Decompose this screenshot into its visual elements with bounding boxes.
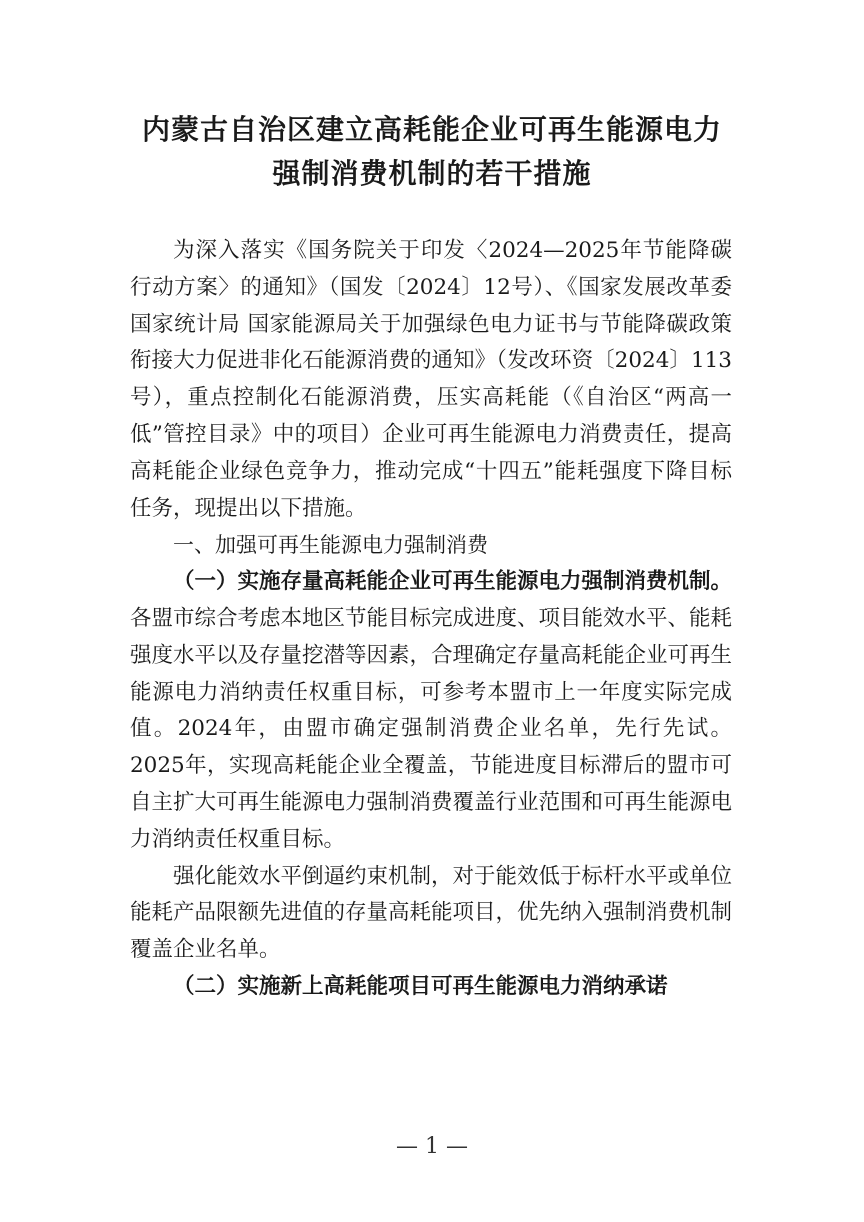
intro-paragraph: 为深入落实《国务院关于印发〈2024—2025年节能降碳行动方案〉的通知》（国发〔2024〕12号）、《国家发展改革委 国家统计局 国家能源局关于加强绿色电力证书与节能降碳政策衔接大力促进非化石能源消费的通知》（发改环资〔2024〕113号），重点控制化石能源消费，压实高耗能（《自治区“两高一低”管控目录》中的项目）企业可再生能源电力消费责任，提高高耗能企业绿色竞争力，推动完成“十四五”能耗强度下降目标任务，现提出以下措施。: [130, 238, 732, 521]
efficiency-paragraph: 强化能效水平倒逼约束机制，对于能效低于标杆水平或单位能耗产品限额先进值的存量高耗能项目，优先纳入强制消费机制覆盖企业名单。: [130, 863, 733, 963]
document-body: [130, 233, 732, 1006]
subsection-1-text: 各盟市综合考虑本地区节能目标完成进度、项目能效水平、能耗强度水平以及存量挖潜等因素，合理确定存量高耗能企业可再生能源电力消纳责任权重目标，可参考本盟市上一年度实际完成值。2024年，由盟市确定强制消费企业名单，先行先试。2025年，实现高耗能企业全覆盖，节能进度目标滞后的盟市可自主扩大可再生能源电力强制消费覆盖行业范围和可再生能源电力消纳责任权重目标。: [130, 605, 733, 852]
document-title-line1: 内蒙古自治区建立高耗能企业可再生能源电力: [141, 113, 722, 146]
subsection-2-title: （二）实施新上高耗能项目可再生能源电力消纳承诺: [173, 973, 668, 999]
subsection-1-paragraph: [130, 564, 732, 858]
section-heading-1: 一、加强可再生能源电力强制消费: [173, 533, 488, 558]
document-title-line2: 强制消费机制的若干措施: [272, 157, 592, 190]
page-number: — 1 —: [396, 1134, 468, 1159]
subsection-1-title: （一）实施存量高耗能企业可再生能源电力强制消费机制。: [173, 569, 733, 595]
